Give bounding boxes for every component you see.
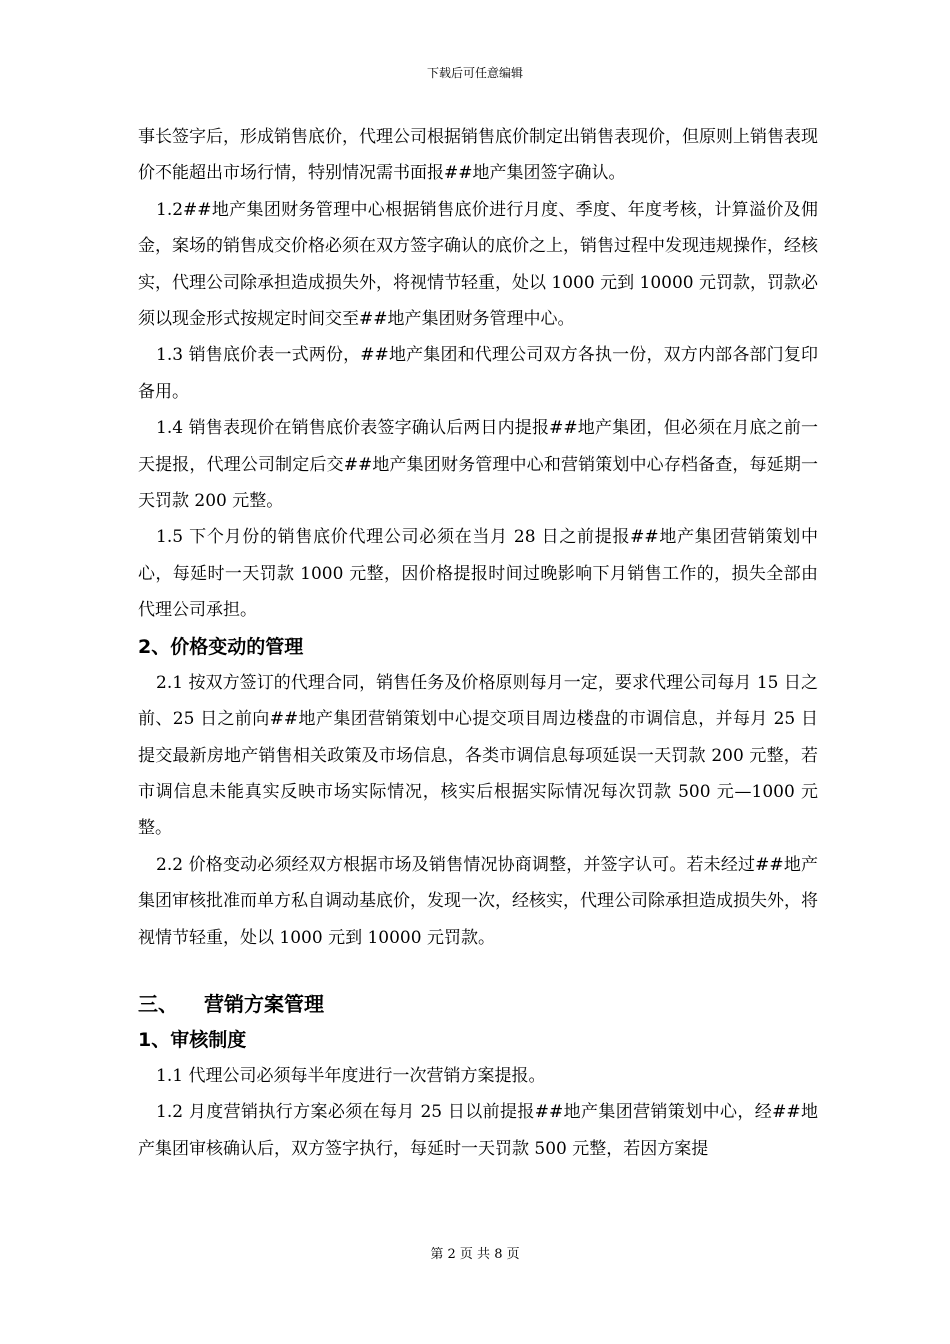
paragraph-3-1: 1.1 代理公司必须每半年度进行一次营销方案提报。 — [156, 1065, 546, 1086]
paragraph-1-4: 1.4 销售表现价在销售底价表签字确认后两日内提报##地产集团，但必须在月底之前一天提报，代理公司制定后交##地产集团财务管理中心和营销策划中心存档备查，每延期一天罚款 200 元整。 — [138, 418, 818, 512]
page-footer: 第 2 页 共 8 页 — [430, 1247, 520, 1262]
heading-audit-system: 1、审核制度 — [138, 1028, 247, 1051]
section-spacer — [138, 956, 818, 986]
paragraph-2-1: 2.1 按双方签订的代理合同，销售任务及价格原则每月一定，要求代理公司每月 15 日之前、25 日之前向##地产集团营销策划中心提交项目周边楼盘的市调信息，并每月 25 日提交最新房地产销售相关政策及市场信息，各类市调信息每项延误一天罚款 200 元整，若市调信息未能真实反映市场实际情况，核实后根据实际情况每次罚款 500 元—1000 元整。 — [138, 672, 818, 839]
heading-price-change: 2、价格变动的管理 — [138, 635, 304, 658]
page-header: 下载后可任意编辑 — [426, 66, 523, 80]
heading-title: 营销方案管理 — [204, 991, 324, 1016]
paragraph-continuation: 事长签字后，形成销售底价，代理公司根据销售底价制定出销售表现价，但原则上销售表现价不能超出市场行情，特别情况需书面报##地产集团签字确认。 — [138, 127, 818, 184]
document-body — [138, 119, 818, 1167]
paragraph-1-3: 1.3 销售底价表一式两份，##地产集团和代理公司双方各执一份，双方内部各部门复印备用。 — [138, 345, 818, 402]
paragraph-1-5: 1.5 下个月份的销售底价代理公司必须在当月 28 日之前提报##地产集团营销策划中心，每延时一天罚款 1000 元整，因价格提报时间过晚影响下月销售工作的，损失全部由代理公司承担。 — [138, 527, 818, 621]
heading-number: 三、 — [138, 991, 178, 1016]
paragraph-3-2: 1.2 月度营销执行方案必须在每月 25 日以前提报##地产集团营销策划中心，经##地产集团审核确认后，双方签字执行，每延时一天罚款 500 元整，若因方案提 — [138, 1102, 818, 1159]
paragraph-1-2: 1.2##地产集团财务管理中心根据销售底价进行月度、季度、年度考核，计算溢价及佣金，案场的销售成交价格必须在双方签字确认的底价之上，销售过程中发现违规操作，经核实，代理公司除承担造成损失外，将视情节轻重，处以 1000 元到 10000 元罚款，罚款必须以现金形式按规定时间交至##地产集团财务管理中心。 — [138, 199, 818, 330]
heading-marketing-plan — [138, 986, 818, 1022]
paragraph-2-2: 2.2 价格变动必须经双方根据市场及销售情况协商调整，并签字认可。若未经过##地产集团审核批准而单方私自调动基底价，发现一次，经核实，代理公司除承担造成损失外，将视情节轻重，处以 1000 元到 10000 元罚款。 — [138, 854, 818, 948]
